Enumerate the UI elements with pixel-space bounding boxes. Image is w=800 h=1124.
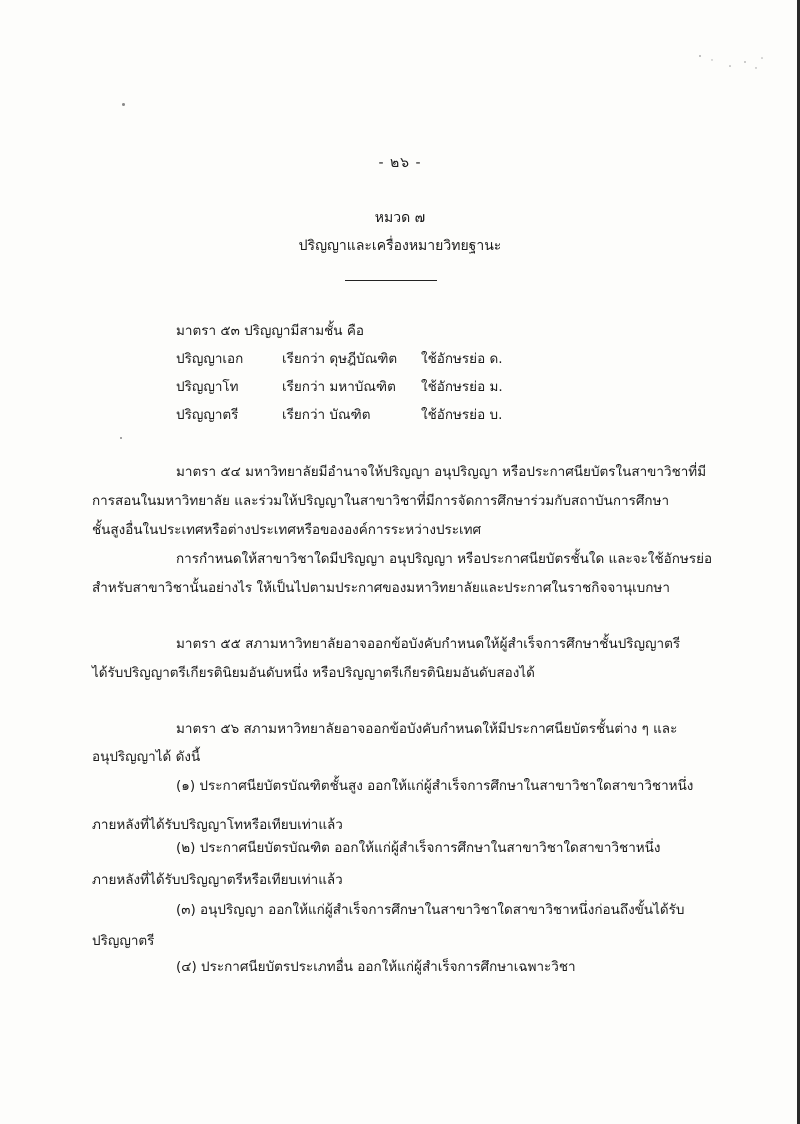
degree-abbreviation: ใช้อักษรย่อ ด. (421, 351, 503, 367)
section-56-item: (๓) อนุปริญญา ออกให้แก่ผู้สำเร็จการศึกษาในสาขาวิชาใดสาขาวิชาหนึ่งก่อนถึงขั้นได้รับ (176, 902, 685, 918)
chapter-title: หมวด ๗ (374, 210, 426, 226)
section-56-line: ปริญญาตรี (92, 933, 155, 949)
section-54-line: สำหรับสาขาวิชานั้นอย่างไร ให้เป็นไปตามประกาศของมหาวิทยาลัยและประกาศในราชกิจจานุเบกษา (92, 580, 670, 596)
section-54-line: การสอนในมหาวิทยาลัย และร่วมให้ปริญญาในสาขาวิชาที่มีการจัดการศึกษาร่วมกับสถาบันการศึกษา (92, 493, 670, 509)
section-56-line: ภายหลังที่ได้รับปริญญาโทหรือเทียบเท่าแล้ว (92, 817, 343, 833)
degree-level: ปริญญาเอก (176, 351, 244, 367)
chapter-subtitle: ปริญญาและเครื่องหมายวิทยฐานะ (298, 238, 502, 254)
title-divider (345, 280, 437, 281)
section-54-line: ชั้นสูงอื่นในประเทศหรือต่างประเทศหรือขององค์การระหว่างประเทศ (92, 522, 482, 538)
section-56-line: ภายหลังที่ได้รับปริญญาตรีหรือเทียบเท่าแล้ว (92, 872, 343, 888)
section-56-line: อนุปริญญาได้ ดังนี้ (92, 749, 201, 765)
degree-title: เรียกว่า ดุษฎีบัณฑิต (282, 351, 398, 367)
scan-noise-marks (690, 48, 770, 78)
degree-level: ปริญญาโท (176, 379, 239, 395)
scan-speck (120, 437, 122, 439)
section-55-line: มาตรา ๕๕ สภามหาวิทยาลัยอาจออกข้อบังคับกำหนดให้ผู้สำเร็จการศึกษาชั้นปริญญาตรี (176, 636, 681, 652)
scan-speck (122, 103, 125, 106)
section-53-heading: มาตรา ๕๓ ปริญญามีสามชั้น คือ (176, 323, 364, 339)
degree-title: เรียกว่า บัณฑิต (282, 407, 371, 423)
degree-title: เรียกว่า มหาบัณฑิต (282, 379, 396, 395)
section-55-line: ได้รับปริญญาตรีเกียรตินิยมอันดับหนึ่ง หรือปริญญาตรีเกียรตินิยมอันดับสองได้ (92, 665, 535, 681)
degree-level: ปริญญาตรี (176, 407, 239, 423)
degree-abbreviation: ใช้อักษรย่อ ม. (421, 379, 503, 395)
section-56-item: (๒) ประกาศนียบัตรบัณฑิต ออกให้แก่ผู้สำเร็จการศึกษาในสาขาวิชาใดสาขาวิชาหนึ่ง (176, 840, 661, 856)
degree-abbreviation: ใช้อักษรย่อ บ. (421, 407, 503, 423)
section-56-item: (๔) ประกาศนียบัตรประเภทอื่น ออกให้แก่ผู้สำเร็จการศึกษาเฉพาะวิชา (176, 959, 576, 975)
section-56-line: มาตรา ๕๖ สภามหาวิทยาลัยอาจออกข้อบังคับกำหนดให้มีประกาศนียบัตรชั้นต่าง ๆ และ (176, 721, 678, 737)
section-54-line: การกำหนดให้สาขาวิชาใดมีปริญญา อนุปริญญา หรือประกาศนียบัตรชั้นใด และจะใช้อักษรย่อ (176, 551, 713, 567)
page-number: - ๒๖ - (378, 155, 422, 171)
section-54-line: มาตรา ๕๔ มหาวิทยาลัยมีอำนาจให้ปริญญา อนุปริญญา หรือประกาศนียบัตรในสาขาวิชาที่มี (176, 464, 707, 480)
section-56-item: (๑) ประกาศนียบัตรบัณฑิตชั้นสูง ออกให้แก่ผู้สำเร็จการศึกษาในสาขาวิชาใดสาขาวิชาหนึ่ง (176, 778, 694, 794)
